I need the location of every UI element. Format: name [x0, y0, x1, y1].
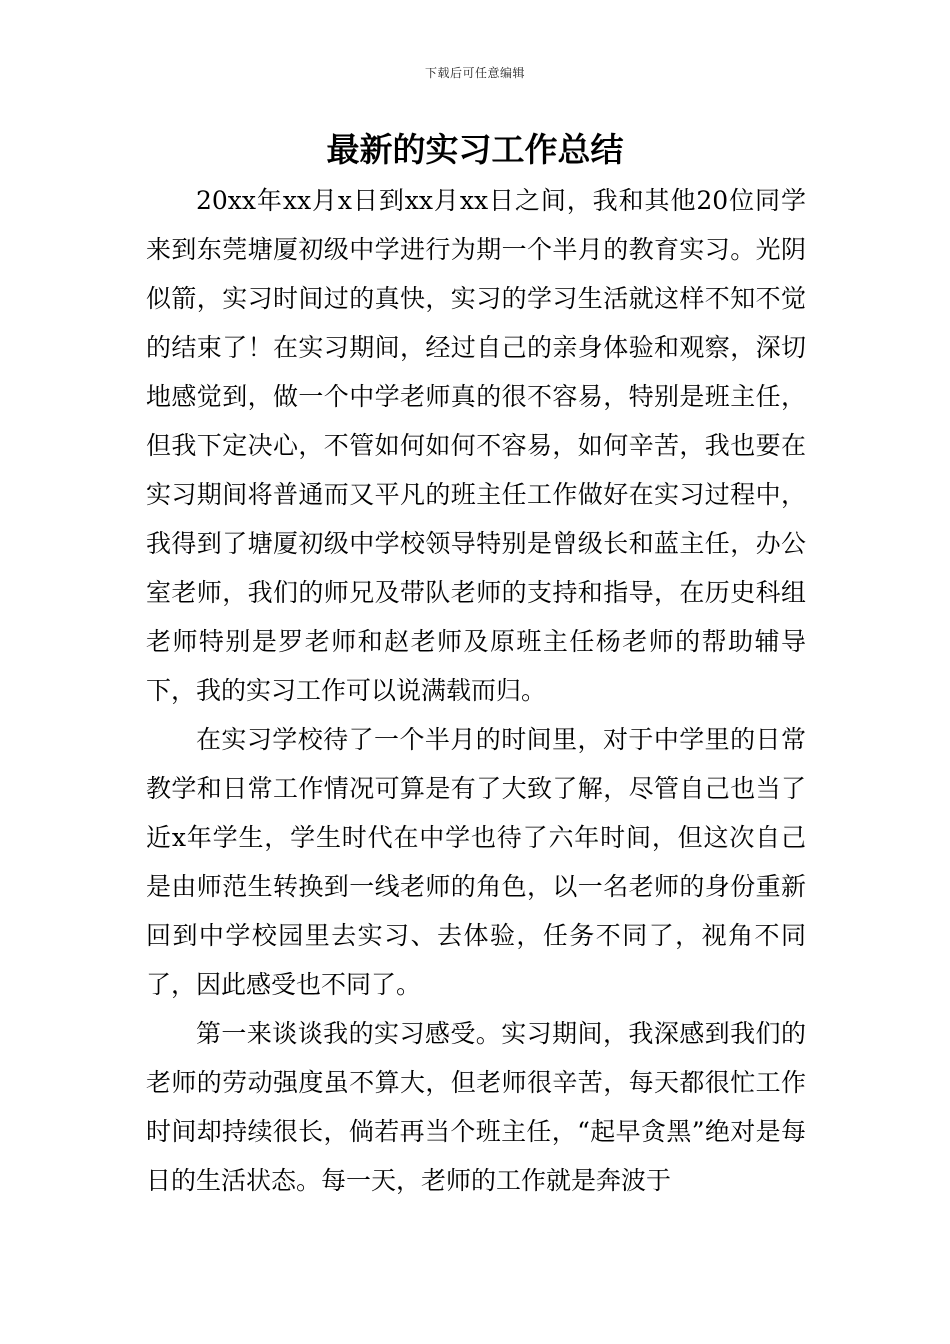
paragraph-3: 第一来谈谈我的实习感受。实习期间，我深感到我们的老师的劳动强度虽不算大，但老师很辛苦，每天都很忙工作时间却持续很长，倘若再当个班主任，“起早贪黑”绝对是每日的生活状态。每一天，老师的工作就是奔波于 — [146, 1019, 806, 1195]
paragraph-2: 在实习学校待了一个半月的时间里，对于中学里的日常教学和日常工作情况可算是有了大致了解，尽管自己也当了近x年学生，学生时代在中学也待了六年时间，但这次自己是由师范生转换到一线老师的角色，以一名老师的身份重新回到中学校园里去实习、去体验，任务不同了，视角不同了，因此感受也不同了。 — [146, 725, 806, 999]
document-title: 最新的实习工作总结 — [326, 130, 624, 169]
header-note: 下载后可任意编辑 — [424, 66, 525, 80]
paragraph-1: 20xx年xx月x日到xx月xx日之间，我和其他20位同学来到东莞塘厦初级中学进行为期一个半月的教育实习。光阴似箭，实习时间过的真快，实习的学习生活就这样不知不觉的结束了！在实习期间，经过自己的亲身体验和观察，深切地感觉到，做一个中学老师真的很不容易，特别是班主任，但我下定决心，不管如何如何不容易，如何辛苦，我也要在实习期间将普通而又平凡的班主任工作做好在实习过程中，我得到了塘厦初级中学校领导特别是曾级长和蓝主任，办公室老师，我们的师兄及带队老师的支持和指导，在历史科组老师特别是罗老师和赵老师及原班主任杨老师的帮助辅导下，我的实习工作可以说满载而归。 — [146, 186, 806, 705]
document-body — [146, 176, 806, 1205]
